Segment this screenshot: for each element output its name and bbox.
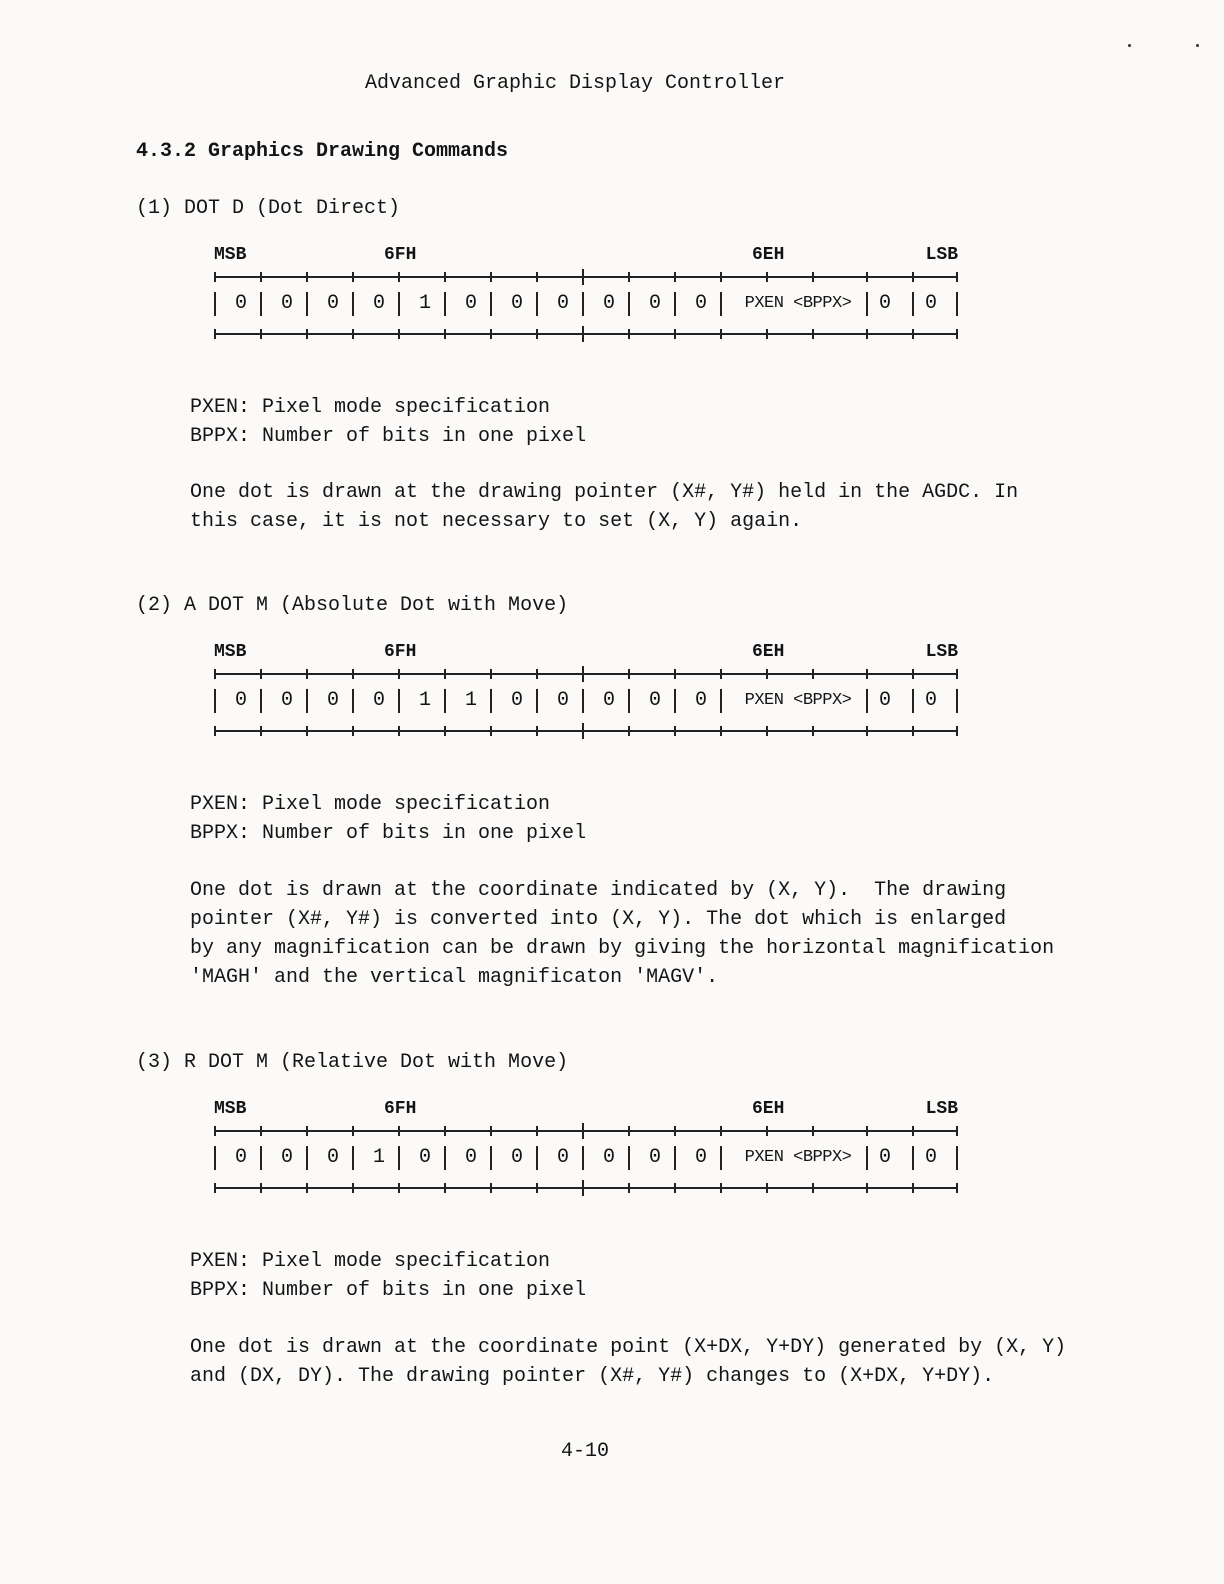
rule-tick (582, 666, 584, 682)
rule-tick (628, 1126, 630, 1136)
cell-separator (912, 292, 914, 316)
bit-cell: 1 (418, 689, 431, 712)
rule-tick (674, 726, 676, 736)
bit-cell: 0 (280, 292, 293, 315)
bit-cell: 0 (280, 1146, 293, 1169)
cell-separator (674, 292, 676, 316)
bit-cell: 0 (648, 292, 661, 315)
msb-label: MSB (214, 245, 247, 265)
register-diagram (214, 642, 958, 750)
rule-tick (536, 1183, 538, 1193)
cell-separator (352, 1146, 354, 1170)
command-description (190, 1333, 1090, 1391)
cell-separator (490, 689, 492, 713)
lsb-label: LSB (925, 1099, 958, 1119)
bit-cell: 0 (694, 689, 707, 712)
cell-separator (674, 689, 676, 713)
cell-separator (956, 292, 958, 316)
rule-tick (352, 726, 354, 736)
cell-separator (490, 292, 492, 316)
rule-tick (582, 723, 584, 739)
high-byte-label: 6FH (384, 642, 417, 662)
low-byte-label: 6EH (752, 642, 785, 662)
pxen-definition: PXEN: Pixel mode specification (190, 396, 551, 419)
cell-separator (352, 689, 354, 713)
msb-label: MSB (214, 642, 247, 662)
cell-separator (720, 292, 722, 316)
cell-separator (352, 292, 354, 316)
rule-tick (306, 272, 308, 282)
bppx-definition: BPPX: Number of bits in one pixel (190, 1279, 587, 1302)
rule-tick (866, 726, 868, 736)
cell-separator (582, 1146, 584, 1170)
cell-separator (260, 292, 262, 316)
rule-tick (444, 669, 446, 679)
rule-tick (260, 329, 262, 339)
command-r-dot-m (136, 1049, 1136, 1388)
cell-separator (398, 1146, 400, 1170)
rule-tick (582, 1180, 584, 1196)
bottom-rule (214, 1187, 958, 1189)
rule-tick (866, 1183, 868, 1193)
rule-tick (536, 272, 538, 282)
rule-tick (260, 669, 262, 679)
description-line: pointer (X#, Y#) is converted into (X, Y). The dot which is enlarged (190, 908, 1007, 931)
rule-tick (444, 272, 446, 282)
rule-tick (306, 329, 308, 339)
command-title: (2) A DOT M (Absolute Dot with Move) (136, 594, 569, 617)
top-rule (214, 1130, 958, 1132)
bppx-definition: BPPX: Number of bits in one pixel (190, 822, 587, 845)
scan-speck (1196, 44, 1199, 47)
rule-tick (956, 329, 958, 339)
description-line: by any magnification can be drawn by giving the horizontal magnification (190, 937, 1055, 960)
rule-tick (766, 329, 768, 339)
bit-cells (214, 1143, 958, 1173)
rule-tick (674, 1126, 676, 1136)
rule-tick (766, 1183, 768, 1193)
cell-separator (720, 689, 722, 713)
msb-label: MSB (214, 1099, 247, 1119)
rule-tick (398, 726, 400, 736)
rule-tick (674, 329, 676, 339)
bit-cell: 0 (924, 689, 937, 712)
low-byte-label: 6EH (752, 1099, 785, 1119)
description-line: and (DX, DY). The drawing pointer (X#, Y#) changes to (X+DX, Y+DY). (190, 1365, 995, 1388)
bit-cell: 0 (694, 292, 707, 315)
rule-tick (582, 326, 584, 342)
bit-cell: 1 (372, 1146, 385, 1169)
register-diagram (214, 1099, 958, 1207)
rule-tick (812, 272, 814, 282)
rule-tick (582, 1123, 584, 1139)
rule-tick (306, 726, 308, 736)
cell-separator (628, 689, 630, 713)
rule-tick (956, 1126, 958, 1136)
rule-tick (398, 1183, 400, 1193)
top-rule (214, 276, 958, 278)
bit-cell: 0 (694, 1146, 707, 1169)
bppx-definition: BPPX: Number of bits in one pixel (190, 425, 587, 448)
rule-tick (260, 272, 262, 282)
rule-tick (912, 669, 914, 679)
bit-cell: 0 (602, 292, 615, 315)
cell-separator (956, 1146, 958, 1170)
cell-separator (536, 689, 538, 713)
rule-tick (812, 669, 814, 679)
command-title: (1) DOT D (Dot Direct) (136, 197, 401, 220)
bit-cell: 0 (464, 292, 477, 315)
bit-cell: 0 (878, 1146, 891, 1169)
description-line: One dot is drawn at the coordinate indicated by (X, Y). The drawing (190, 879, 1007, 902)
bit-cell: 0 (234, 689, 247, 712)
cell-separator (260, 1146, 262, 1170)
cell-separator (536, 1146, 538, 1170)
rule-tick (956, 1183, 958, 1193)
cell-separator (306, 1146, 308, 1170)
high-byte-label: 6FH (384, 1099, 417, 1119)
bit-cell: 0 (878, 689, 891, 712)
bit-cell: 0 (372, 689, 385, 712)
rule-tick (582, 269, 584, 285)
high-byte-label: 6FH (384, 245, 417, 265)
field-definitions (190, 790, 586, 848)
rule-tick (398, 669, 400, 679)
bit-cell: 0 (372, 292, 385, 315)
cell-separator (866, 689, 868, 713)
rule-tick (720, 669, 722, 679)
rule-tick (536, 669, 538, 679)
bit-cell: 0 (878, 292, 891, 315)
rule-tick (214, 1126, 216, 1136)
lsb-label: LSB (925, 642, 958, 662)
cell-separator (444, 292, 446, 316)
rule-tick (536, 726, 538, 736)
cell-separator (582, 292, 584, 316)
cell-separator (214, 292, 216, 316)
bit-cell: 0 (556, 689, 569, 712)
rule-tick (956, 272, 958, 282)
rule-tick (912, 1126, 914, 1136)
rule-tick (628, 669, 630, 679)
rule-tick (490, 1126, 492, 1136)
rule-tick (766, 272, 768, 282)
rule-tick (866, 272, 868, 282)
rule-tick (214, 329, 216, 339)
rule-tick (490, 329, 492, 339)
rule-tick (674, 669, 676, 679)
rule-tick (766, 669, 768, 679)
rule-tick (812, 1183, 814, 1193)
command-title: (3) R DOT M (Relative Dot with Move) (136, 1051, 569, 1074)
cell-separator (628, 292, 630, 316)
command-description (190, 478, 1090, 536)
bit-cell: 0 (464, 1146, 477, 1169)
rule-tick (766, 1126, 768, 1136)
rule-tick (260, 1183, 262, 1193)
bottom-rule (214, 333, 958, 335)
rule-tick (260, 726, 262, 736)
pxen-definition: PXEN: Pixel mode specification (190, 1250, 551, 1273)
rule-tick (720, 1183, 722, 1193)
cell-separator (866, 1146, 868, 1170)
page-number: 4-10 (560, 1440, 609, 1463)
command-dot-d (136, 195, 1136, 533)
cell-separator (674, 1146, 676, 1170)
pxen-bppx-field: PXEN <BPPX> (744, 294, 852, 313)
cell-separator (720, 1146, 722, 1170)
rule-tick (956, 669, 958, 679)
bit-cells (214, 289, 958, 319)
rule-tick (398, 272, 400, 282)
scan-speck (1128, 44, 1131, 47)
rule-tick (628, 272, 630, 282)
rule-tick (912, 329, 914, 339)
cell-separator (536, 292, 538, 316)
rule-tick (444, 1183, 446, 1193)
low-byte-label: 6EH (752, 245, 785, 265)
cell-separator (260, 689, 262, 713)
rule-tick (674, 272, 676, 282)
description-line: this case, it is not necessary to set (X, Y) again. (190, 510, 803, 533)
rule-tick (214, 726, 216, 736)
rule-tick (260, 1126, 262, 1136)
rule-tick (444, 1126, 446, 1136)
rule-tick (536, 1126, 538, 1136)
bit-cell: 0 (510, 1146, 523, 1169)
lsb-label: LSB (925, 245, 958, 265)
cell-separator (444, 689, 446, 713)
cell-separator (306, 292, 308, 316)
description-line: One dot is drawn at the drawing pointer (X#, Y#) held in the AGDC. In (190, 481, 1019, 504)
cell-separator (490, 1146, 492, 1170)
rule-tick (214, 272, 216, 282)
cell-separator (628, 1146, 630, 1170)
cell-separator (214, 689, 216, 713)
bit-cell: 0 (556, 292, 569, 315)
rule-tick (912, 1183, 914, 1193)
description-line: 'MAGH' and the vertical magnificaton 'MAGV'. (190, 966, 719, 989)
bit-cells (214, 686, 958, 716)
rule-tick (628, 726, 630, 736)
rule-tick (536, 329, 538, 339)
bit-cell: 0 (234, 292, 247, 315)
cell-separator (956, 689, 958, 713)
page-header: Advanced Graphic Display Controller (364, 72, 786, 95)
rule-tick (398, 329, 400, 339)
rule-tick (352, 1183, 354, 1193)
rule-tick (490, 669, 492, 679)
rule-tick (444, 329, 446, 339)
bit-cell: 0 (556, 1146, 569, 1169)
command-description (190, 876, 1090, 992)
rule-tick (812, 329, 814, 339)
rule-tick (720, 1126, 722, 1136)
rule-tick (628, 329, 630, 339)
pxen-definition: PXEN: Pixel mode specification (190, 793, 551, 816)
rule-tick (812, 1126, 814, 1136)
cell-separator (444, 1146, 446, 1170)
rule-tick (490, 1183, 492, 1193)
rule-tick (306, 1126, 308, 1136)
rule-tick (912, 726, 914, 736)
bit-cell: 0 (648, 689, 661, 712)
bit-cell: 0 (602, 689, 615, 712)
bit-cell: 0 (326, 1146, 339, 1169)
rule-tick (674, 1183, 676, 1193)
rule-tick (628, 1183, 630, 1193)
cell-separator (398, 689, 400, 713)
rule-tick (720, 272, 722, 282)
bit-cell: 0 (648, 1146, 661, 1169)
rule-tick (398, 1126, 400, 1136)
rule-tick (352, 329, 354, 339)
bit-cell: 0 (510, 689, 523, 712)
cell-separator (306, 689, 308, 713)
rule-tick (720, 726, 722, 736)
rule-tick (444, 726, 446, 736)
rule-tick (766, 726, 768, 736)
cell-separator (582, 689, 584, 713)
cell-separator (398, 292, 400, 316)
bit-cell: 0 (280, 689, 293, 712)
rule-tick (490, 272, 492, 282)
section-title: 4.3.2 Graphics Drawing Commands (136, 140, 509, 163)
bit-cell: 1 (464, 689, 477, 712)
bit-cell: 0 (326, 292, 339, 315)
rule-tick (352, 272, 354, 282)
bit-cell: 0 (326, 689, 339, 712)
cell-separator (912, 689, 914, 713)
cell-separator (866, 292, 868, 316)
bit-cell: 0 (418, 1146, 431, 1169)
rule-tick (490, 726, 492, 736)
cell-separator (912, 1146, 914, 1170)
rule-tick (352, 669, 354, 679)
cell-separator (214, 1146, 216, 1170)
rule-tick (956, 726, 958, 736)
rule-tick (866, 669, 868, 679)
pxen-bppx-field: PXEN <BPPX> (744, 691, 852, 710)
rule-tick (912, 272, 914, 282)
register-diagram (214, 245, 958, 353)
command-a-dot-m (136, 592, 1136, 989)
rule-tick (352, 1126, 354, 1136)
rule-tick (866, 329, 868, 339)
bit-cell: 0 (510, 292, 523, 315)
rule-tick (306, 1183, 308, 1193)
bit-cell: 0 (602, 1146, 615, 1169)
rule-tick (214, 669, 216, 679)
bit-cell: 0 (924, 292, 937, 315)
rule-tick (812, 726, 814, 736)
field-definitions (190, 393, 586, 451)
rule-tick (866, 1126, 868, 1136)
top-rule (214, 673, 958, 675)
rule-tick (214, 1183, 216, 1193)
rule-tick (306, 669, 308, 679)
pxen-bppx-field: PXEN <BPPX> (744, 1148, 852, 1167)
bit-cell: 0 (234, 1146, 247, 1169)
bit-cell: 0 (924, 1146, 937, 1169)
bit-cell: 1 (418, 292, 431, 315)
description-line: One dot is drawn at the coordinate point (X+DX, Y+DY) generated by (X, Y) (190, 1336, 1067, 1359)
rule-tick (720, 329, 722, 339)
bottom-rule (214, 730, 958, 732)
field-definitions (190, 1247, 586, 1305)
